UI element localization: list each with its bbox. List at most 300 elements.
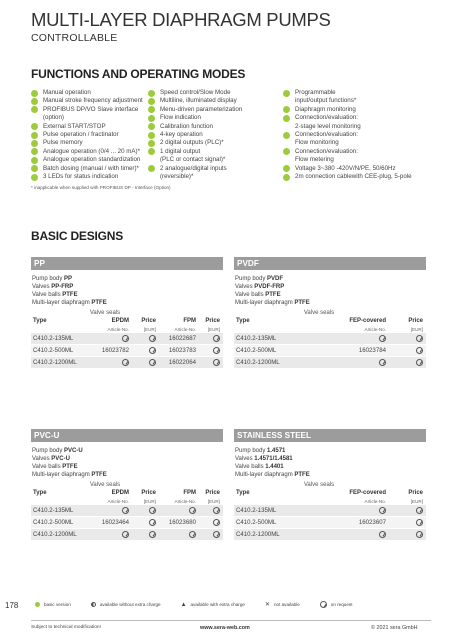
cross-icon: ✕ <box>264 601 270 608</box>
card-pp <box>31 257 223 369</box>
spec-value: PVDF-FRP <box>254 284 285 290</box>
basic-designs-heading: BASIC DESIGNS <box>31 229 124 243</box>
table-row <box>234 505 426 517</box>
bullet-dot-icon <box>283 148 290 155</box>
type-cell: C410.2-500ML <box>236 519 277 526</box>
valve-seals-row <box>31 309 223 317</box>
page-number: 178 <box>5 601 19 610</box>
valve-seals-label: Valve seals <box>303 482 335 488</box>
feature-text: Voltage 3~380 -420V/N/PE, 50/60Hz <box>295 164 396 172</box>
spec-value: PTFE <box>294 472 310 478</box>
spec-label: Valve balls <box>235 292 264 298</box>
circled-check-icon <box>213 531 220 538</box>
table-row <box>31 357 223 369</box>
copyright: © 2021 sera GmbH <box>371 625 418 631</box>
article-cell: 16023783 <box>168 347 196 354</box>
feature-text: 4-key operation <box>160 131 203 139</box>
features-column-1 <box>31 89 151 181</box>
feature-item <box>31 123 151 131</box>
spec-label: Pump body <box>235 448 266 454</box>
table-row <box>31 345 223 357</box>
table-row <box>234 345 426 357</box>
spec-value: PTFE <box>91 300 107 306</box>
spec-label: Pump body <box>32 448 63 454</box>
bullet-dot-icon <box>283 115 290 122</box>
units-eur-2: [EUR] <box>207 498 220 504</box>
units-eur-2: [EUR] <box>207 326 220 332</box>
circled-check-icon <box>213 519 220 526</box>
feature-text: External START/STOP <box>43 122 106 130</box>
circled-check-icon <box>149 359 156 366</box>
spec-value: PTFE <box>62 464 78 470</box>
table-row <box>31 505 223 517</box>
spec-diaphragm <box>235 471 426 479</box>
feature-item <box>31 106 151 123</box>
spec-value: PP-FRP <box>51 284 74 290</box>
feature-item <box>283 165 428 173</box>
circled-check-icon <box>416 335 423 342</box>
feature-text: (PLC or contact signal)* <box>160 156 226 164</box>
bullet-dot-icon <box>31 106 38 113</box>
price-cell <box>196 507 223 514</box>
valve-seals-label: Valve seals <box>89 310 121 316</box>
spec-label: Multi-layer diaphragm <box>32 300 90 306</box>
feature-text: Programmable <box>295 89 336 96</box>
header-seal-1: FEP-covered <box>349 318 386 324</box>
type-cell: C410.2-135ML <box>236 507 277 514</box>
header-seal-2: FPM <box>183 490 196 496</box>
price-table <box>234 481 426 541</box>
price-cell <box>386 519 426 526</box>
spec-label: Multi-layer diaphragm <box>235 300 293 306</box>
bullet-dot-icon <box>31 165 38 172</box>
header-type: Type <box>236 490 250 496</box>
circled-check-icon <box>379 507 386 514</box>
circled-check-icon <box>189 507 196 514</box>
bullet-dot-icon <box>31 148 38 155</box>
feature-item <box>283 89 428 97</box>
units-eur-1: [EUR] <box>410 498 423 504</box>
spec-label: Valve balls <box>32 464 61 470</box>
article-cell: 16023784 <box>358 347 386 354</box>
units-eur-1: [EUR] <box>143 498 156 504</box>
feature-item <box>283 106 428 114</box>
spec-value: PP <box>64 276 73 282</box>
website-link[interactable]: www.sera-web.com <box>200 625 250 631</box>
price-cell <box>386 359 426 366</box>
units-article-1: Article-No. <box>364 326 386 332</box>
feature-item <box>31 165 151 173</box>
feature-text: Menu-driven parameterization <box>160 105 243 113</box>
table-row <box>234 333 426 345</box>
header-seal-1: EPDM <box>111 490 129 496</box>
price-table <box>31 309 223 369</box>
bullet-dot-icon <box>31 90 38 97</box>
header-seal-1: FEP-covered <box>349 490 386 496</box>
circled-check-icon <box>416 507 423 514</box>
feature-text: Manual operation <box>43 89 91 96</box>
header-price-2: Price <box>205 490 220 496</box>
spec-valves <box>235 455 426 463</box>
spec-diaphragm <box>32 471 223 479</box>
valve-seals-row <box>31 481 223 489</box>
feature-text: Calibration function <box>160 122 213 130</box>
bullet-dot-icon <box>148 90 155 97</box>
type-cell: C410.2-500ML <box>33 519 74 526</box>
article-cell <box>156 507 196 514</box>
article-cell <box>296 531 386 538</box>
price-cell <box>196 519 223 526</box>
units-article-2: Article-No. <box>174 326 196 332</box>
feature-item-continued <box>148 173 273 181</box>
spec-pump_body <box>32 275 223 283</box>
units-article-1: Article-No. <box>107 326 129 332</box>
features-column-3 <box>283 89 428 181</box>
type-cell: C410.2-135ML <box>236 335 277 342</box>
type-cell: C410.2-135ML <box>33 507 74 514</box>
card-specs <box>31 275 223 307</box>
bullet-dot-icon <box>148 106 155 113</box>
feature-text: 3 LEDs for status indication <box>43 173 119 181</box>
type-cell: C410.2-500ML <box>33 347 74 354</box>
type-cell: C410.2-1200ML <box>236 531 280 538</box>
bullet-dot-icon <box>148 165 155 172</box>
circled-check-icon <box>416 531 423 538</box>
spec-value: 1.4571/1.4581 <box>254 456 293 462</box>
feature-text: Flow indication <box>160 114 201 122</box>
half-circle-icon <box>91 602 96 607</box>
circled-check-icon <box>149 507 156 514</box>
feature-item <box>31 156 151 164</box>
table-row <box>234 529 426 541</box>
spec-value: PTFE <box>265 292 281 298</box>
feature-text: Analogue operation (0/4 ... 20 mA)* <box>43 147 140 155</box>
feature-item <box>31 139 151 147</box>
article-cell <box>93 507 129 514</box>
modification-note: Subject to technical modification! <box>31 625 101 630</box>
feature-item <box>148 131 273 139</box>
feature-item <box>148 106 273 114</box>
spec-value: PTFE <box>91 472 107 478</box>
feature-item <box>283 131 428 139</box>
circled-check-icon <box>122 531 129 538</box>
spec-value: PTFE <box>62 292 78 298</box>
feature-text: Pulse memory <box>43 139 83 147</box>
feature-text: 2 analogue/digital inputs <box>160 164 227 172</box>
units-eur-1: [EUR] <box>143 326 156 332</box>
circled-check-icon <box>213 347 220 354</box>
card-title: PVC-U <box>31 429 223 442</box>
table-row <box>31 333 223 345</box>
circled-check-icon <box>416 359 423 366</box>
price-cell <box>386 507 426 514</box>
type-cell: C410.2-135ML <box>33 335 74 342</box>
header-type: Type <box>33 490 47 496</box>
header-seal-1: EPDM <box>111 318 129 324</box>
spec-label: Valves <box>32 284 50 290</box>
header-price-1: Price <box>141 490 156 496</box>
feature-item <box>148 165 273 173</box>
feature-text: 1 digital output <box>160 147 201 155</box>
card-stainless-steel <box>234 429 426 541</box>
price-cell <box>386 531 426 538</box>
bullet-dot-icon <box>283 90 290 97</box>
price-cell <box>129 359 156 366</box>
legend-without-charge: available without extra charge <box>91 602 161 607</box>
feature-item <box>31 97 151 105</box>
bullet-dot-icon <box>148 115 155 122</box>
price-cell <box>129 531 156 538</box>
units-eur-1: [EUR] <box>410 326 423 332</box>
feature-text: Batch dosing (manual / with timer)* <box>43 164 139 172</box>
feature-item <box>31 148 151 156</box>
spec-label: Multi-layer diaphragm <box>235 472 293 478</box>
bullet-dot-icon <box>148 140 155 147</box>
header-price-2: Price <box>205 318 220 324</box>
price-cell <box>196 531 223 538</box>
circled-check-icon <box>213 359 220 366</box>
table-row <box>234 357 426 369</box>
table-header-row <box>234 317 426 325</box>
table-header-row <box>31 317 223 325</box>
card-title: PVDF <box>234 257 426 270</box>
header-price-1: Price <box>141 318 156 324</box>
circled-check-icon <box>416 519 423 526</box>
table-units-row <box>31 325 223 333</box>
feature-item <box>31 173 151 181</box>
feature-text: 2m connection cablewith CEE-plug, 5-pole <box>295 173 412 181</box>
article-cell: 16023680 <box>168 519 196 526</box>
feature-text: (reversible)* <box>160 173 194 181</box>
page-title: MULTI-LAYER DIAPHRAGM PUMPS <box>31 9 331 30</box>
price-cell <box>129 347 156 354</box>
spec-valves <box>32 455 223 463</box>
feature-item <box>31 131 151 139</box>
feature-item-continued <box>283 123 428 131</box>
feature-text: PROFIBUS DP/VO Slave interface (option) <box>43 105 139 122</box>
spec-diaphragm <box>235 299 426 307</box>
feature-item <box>148 148 273 156</box>
bullet-dot-icon <box>148 98 155 105</box>
feature-text: Analogue operation standardization <box>43 156 141 164</box>
feature-item <box>283 148 428 156</box>
feature-text: Flow monitoring <box>295 139 339 147</box>
feature-text: Flow metering <box>295 156 334 164</box>
article-cell <box>296 359 386 366</box>
card-specs <box>234 447 426 479</box>
bullet-dot-icon <box>31 123 38 130</box>
spec-valves <box>235 283 426 291</box>
spec-label: Valves <box>32 456 50 462</box>
feature-item <box>148 97 273 105</box>
spec-label: Multi-layer diaphragm <box>32 472 90 478</box>
feature-text: Manual stroke frequency adjustment <box>43 97 143 105</box>
footer-divider <box>31 620 431 621</box>
article-cell: 16022687 <box>168 335 196 342</box>
feature-item <box>148 114 273 122</box>
feature-item <box>283 173 428 181</box>
spec-value: PVC-U <box>51 456 70 462</box>
circled-check-icon <box>213 507 220 514</box>
basic-version-dot-icon <box>35 602 40 607</box>
table-units-row <box>234 497 426 505</box>
header-price-1: Price <box>408 490 423 496</box>
bullet-dot-icon <box>31 132 38 139</box>
bullet-dot-icon <box>31 140 38 147</box>
valve-seals-label: Valve seals <box>89 482 121 488</box>
feature-item <box>148 139 273 147</box>
bullet-dot-icon <box>283 165 290 172</box>
valve-seals-row <box>234 481 426 489</box>
circled-check-icon <box>122 359 129 366</box>
card-title: PP <box>31 257 223 270</box>
legend-on-request: on request <box>320 601 353 608</box>
article-cell <box>156 531 196 538</box>
price-cell <box>386 347 426 354</box>
table-row <box>31 529 223 541</box>
type-cell: C410.2-1200ML <box>33 531 77 538</box>
bullet-dot-icon <box>283 174 290 181</box>
spec-value: PVDF <box>267 276 284 282</box>
circled-check-icon <box>149 519 156 526</box>
card-specs <box>234 275 426 307</box>
circled-check-icon <box>189 531 196 538</box>
table-row <box>234 517 426 529</box>
bullet-dot-icon <box>283 132 290 139</box>
feature-text: Multiline, illuminated display <box>160 97 237 105</box>
feature-text: Connection/evaluation: <box>295 131 358 139</box>
circled-check-icon <box>213 335 220 342</box>
table-row <box>31 517 223 529</box>
feature-item-continued <box>283 97 428 105</box>
legend-basic: basic version <box>35 602 71 607</box>
price-cell <box>386 335 426 342</box>
feature-item <box>31 89 151 97</box>
card-pvdf <box>234 257 426 369</box>
price-cell <box>196 347 223 354</box>
bullet-dot-icon <box>148 148 155 155</box>
circled-check-icon <box>149 531 156 538</box>
spec-valve_balls <box>235 463 426 471</box>
bullet-dot-icon <box>31 174 38 181</box>
table-header-row <box>234 489 426 497</box>
table-units-row <box>234 325 426 333</box>
article-cell: 16023464 <box>101 519 129 526</box>
spec-value: 1.4401 <box>265 464 284 470</box>
article-cell <box>296 335 386 342</box>
spec-label: Valves <box>235 284 253 290</box>
legend-extra-charge: ▲ available with extra charge <box>180 601 245 608</box>
feature-item <box>283 114 428 122</box>
price-table <box>31 481 223 541</box>
feature-text: Connection/evaluation: <box>295 114 358 122</box>
feature-item-continued <box>148 156 273 164</box>
valve-seals-row <box>234 309 426 317</box>
type-cell: C410.2-500ML <box>236 347 277 354</box>
circled-check-icon <box>149 347 156 354</box>
feature-text: Pulse operation / fractinator <box>43 131 119 139</box>
article-cell <box>296 507 386 514</box>
header-price-1: Price <box>408 318 423 324</box>
spec-label: Valve balls <box>235 464 264 470</box>
header-seal-2: FPM <box>183 318 196 324</box>
article-cell: 16023782 <box>101 347 129 354</box>
features-column-2 <box>148 89 273 181</box>
feature-text: 2-stage level monitoring <box>295 122 361 130</box>
spec-diaphragm <box>32 299 223 307</box>
circled-check-icon <box>149 335 156 342</box>
spec-value: 1.4571 <box>267 448 286 454</box>
circled-check-icon <box>122 335 129 342</box>
spec-label: Pump body <box>32 276 63 282</box>
feature-item-continued <box>283 156 428 164</box>
spec-pump_body <box>32 447 223 455</box>
circled-check-icon <box>379 531 386 538</box>
feature-text: 2 digital outputs (PLC)* <box>160 139 224 147</box>
card-pvc-u <box>31 429 223 541</box>
feature-text: Diaphragm monitoring <box>295 105 356 113</box>
bullet-dot-icon <box>148 123 155 130</box>
bullet-dot-icon <box>31 98 38 105</box>
feature-item <box>148 123 273 131</box>
header-type: Type <box>236 318 250 324</box>
article-cell: 16022064 <box>168 359 196 366</box>
spec-value: PVC-U <box>64 448 83 454</box>
circled-check-icon <box>320 601 327 608</box>
table-units-row <box>31 497 223 505</box>
price-cell <box>196 359 223 366</box>
bullet-dot-icon <box>31 157 38 164</box>
card-title: STAINLESS STEEL <box>234 429 426 442</box>
circled-check-icon <box>379 359 386 366</box>
units-article-1: Article-No. <box>107 498 129 504</box>
circled-check-icon <box>379 335 386 342</box>
feature-text: input/output functions* <box>295 97 357 105</box>
price-cell <box>129 519 156 526</box>
legend-not-available: ✕ not available <box>264 601 300 608</box>
bullet-dot-icon <box>148 132 155 139</box>
article-cell <box>93 359 129 366</box>
spec-pump_body <box>235 275 426 283</box>
spec-pump_body <box>235 447 426 455</box>
valve-seals-label: Valve seals <box>303 310 335 316</box>
card-specs <box>31 447 223 479</box>
spec-valve_balls <box>32 291 223 299</box>
spec-value: PTFE <box>294 300 310 306</box>
spec-valve_balls <box>32 463 223 471</box>
price-cell <box>196 335 223 342</box>
feature-item <box>148 89 273 97</box>
circled-check-icon <box>122 507 129 514</box>
feature-item-continued <box>283 139 428 147</box>
functions-heading: FUNCTIONS AND OPERATING MODES <box>31 67 246 81</box>
article-cell <box>93 531 129 538</box>
legend <box>35 601 372 608</box>
spec-label: Valve balls <box>32 292 61 298</box>
feature-text: Speed control/Slow Mode <box>160 89 231 96</box>
price-cell <box>129 507 156 514</box>
units-article-1: Article-No. <box>364 498 386 504</box>
price-cell <box>129 335 156 342</box>
triangle-icon: ▲ <box>180 601 187 608</box>
spec-valves <box>32 283 223 291</box>
feature-text: Connection/evaluation: <box>295 147 358 155</box>
table-header-row <box>31 489 223 497</box>
spec-valve_balls <box>235 291 426 299</box>
circled-check-icon <box>416 347 423 354</box>
units-article-2: Article-No. <box>174 498 196 504</box>
features-footnote: * inapplicable when supplied with PROFIBUS DP - Interface (Option) <box>31 185 171 190</box>
